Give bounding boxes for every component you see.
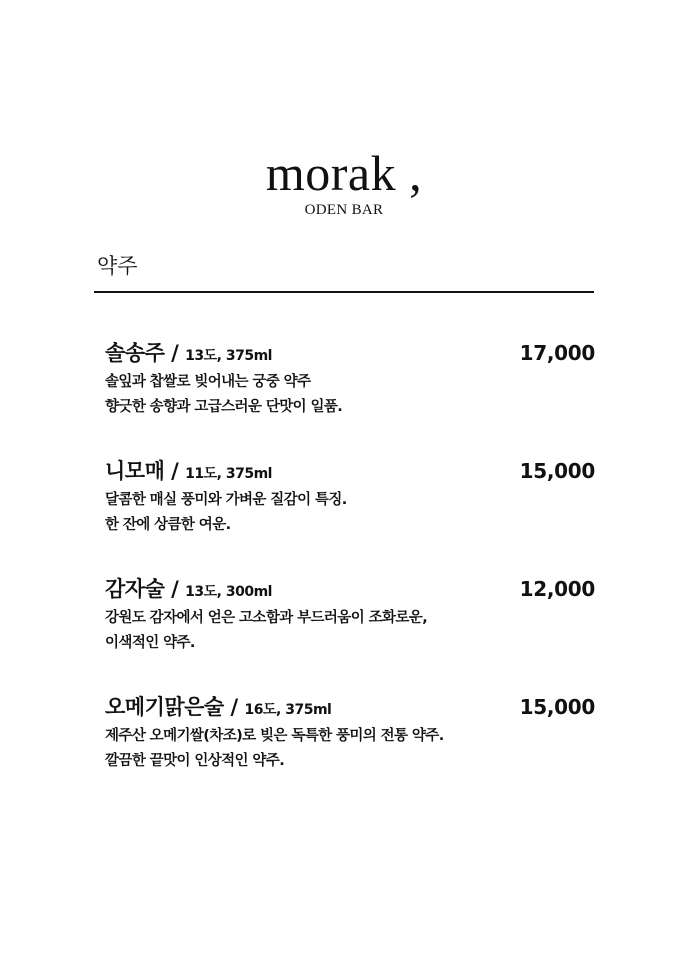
item-name: 감자술 xyxy=(105,577,165,601)
item-description-line: 솔잎과 찹쌀로 빚어내는 궁중 약주 xyxy=(105,374,311,390)
item-description-line: 이색적인 약주. xyxy=(105,635,195,651)
item-name: 오메기맑은술 xyxy=(105,695,224,719)
item-price: 15,000 xyxy=(519,459,595,483)
item-spec: 11도, 375ml xyxy=(185,466,272,482)
menu-item-nimomae xyxy=(105,456,595,574)
item-separator: / xyxy=(223,695,245,719)
brand-subtitle: ODEN BAR xyxy=(304,202,384,218)
item-description xyxy=(105,370,595,420)
item-description-line: 깔끔한 끝맛이 인상적인 약주. xyxy=(105,753,285,769)
item-description xyxy=(105,488,595,538)
menu-list xyxy=(105,338,595,810)
item-spec: 16도, 375ml xyxy=(244,702,332,718)
item-description-line: 달콤한 매실 풍미와 가벼운 질감이 특징. xyxy=(105,492,347,508)
item-name: 솔송주 xyxy=(105,341,165,365)
item-spec: 13도, 375ml xyxy=(185,348,272,364)
item-spec: 13도, 300ml xyxy=(185,584,272,600)
section-divider xyxy=(94,291,594,293)
item-description-line: 한 잔에 상큼한 여운. xyxy=(105,517,231,533)
item-name: 니모매 xyxy=(105,459,165,483)
item-price: 17,000 xyxy=(519,341,595,365)
item-description xyxy=(105,606,595,656)
item-description-line: 강원도 감자에서 얻은 고소함과 부드러움이 조화로운, xyxy=(105,610,428,626)
item-separator: / xyxy=(164,459,186,483)
item-separator: / xyxy=(164,341,186,365)
menu-item-solsongju xyxy=(105,338,595,456)
item-description xyxy=(105,724,595,774)
item-separator: / xyxy=(164,577,186,601)
menu-item-gamjasul xyxy=(105,574,595,692)
brand-name: morak , xyxy=(265,145,423,201)
section-title: 약주 xyxy=(97,254,138,278)
item-description-line: 제주산 오메기쌀(차조)로 빚은 독특한 풍미의 전통 약주. xyxy=(105,728,444,744)
item-description-line: 향긋한 송향과 고급스러운 단맛이 일품. xyxy=(105,399,343,415)
menu-item-omegi-malgeunsul xyxy=(105,692,595,810)
item-price: 12,000 xyxy=(519,577,595,601)
brand-header xyxy=(0,143,688,219)
item-price: 15,000 xyxy=(519,695,595,719)
